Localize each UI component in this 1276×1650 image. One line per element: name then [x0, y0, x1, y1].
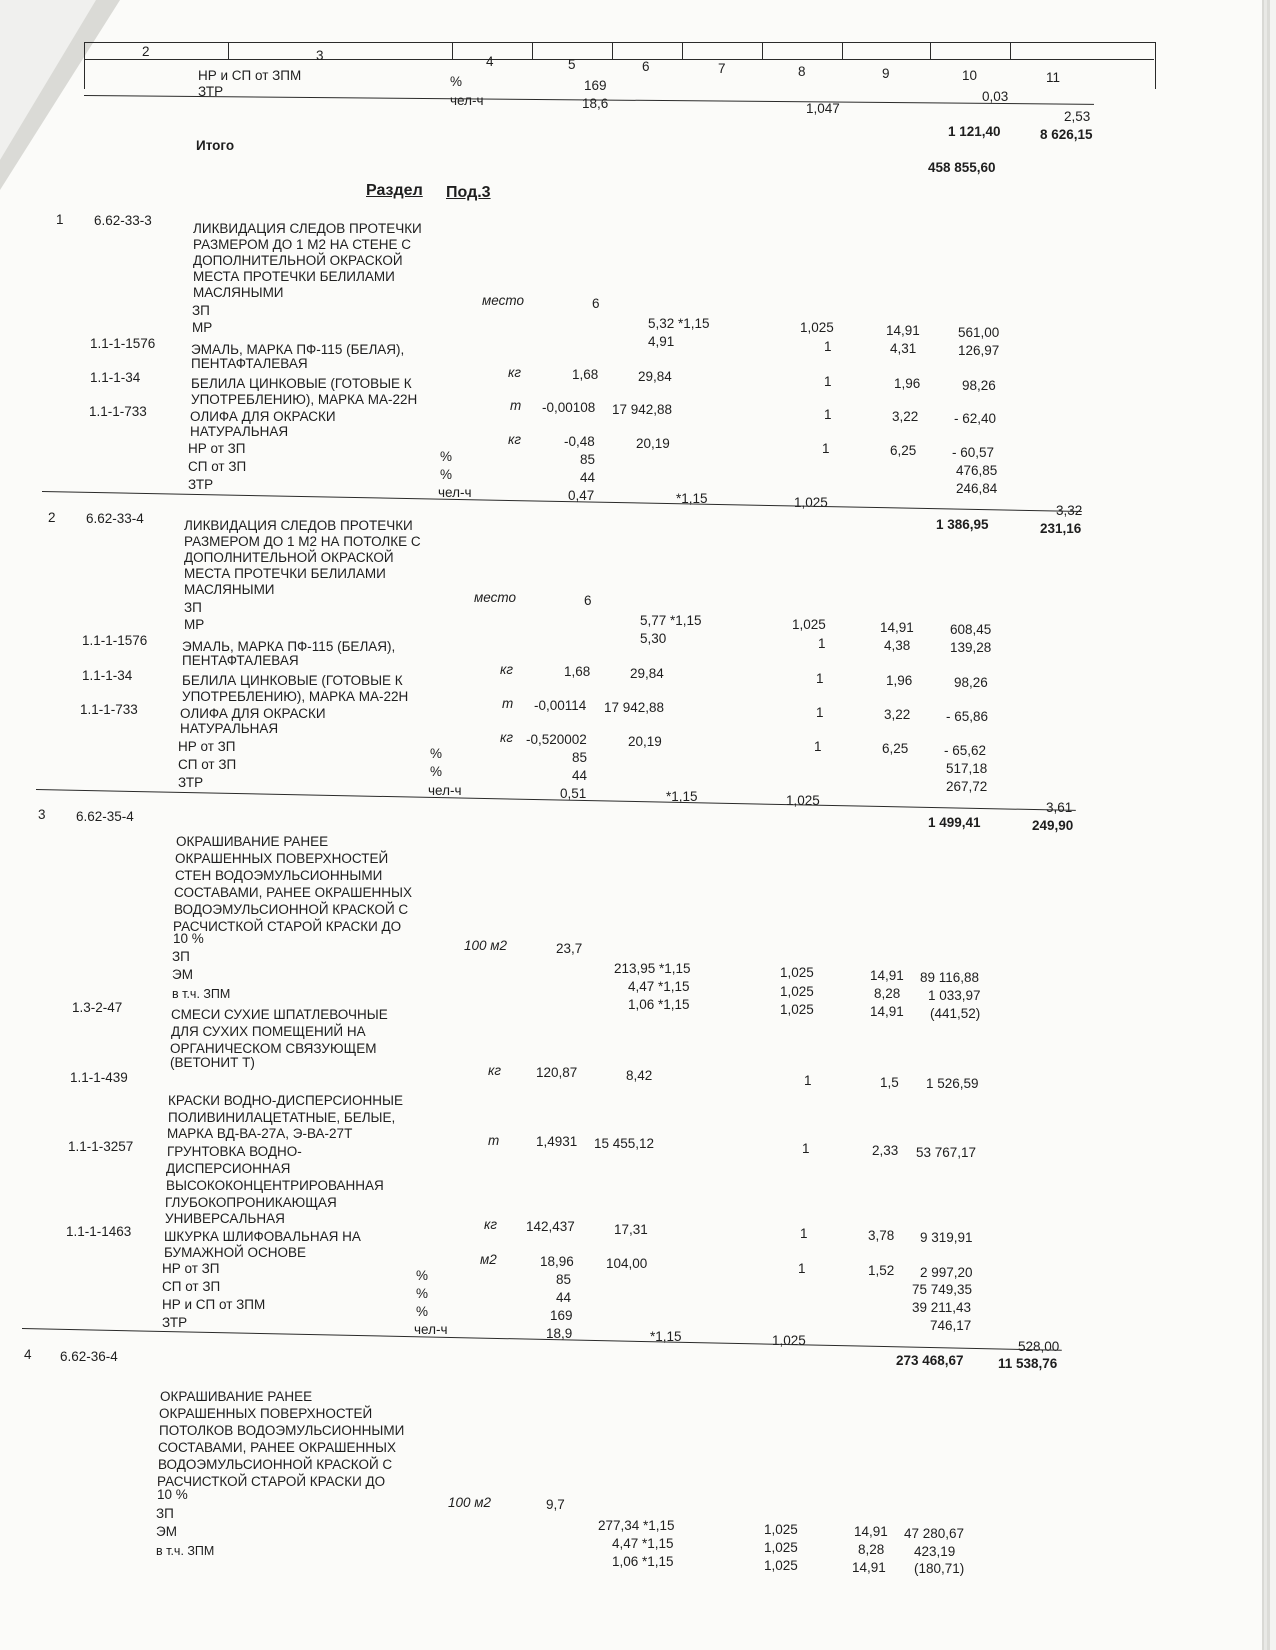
cell: - 60,57 [952, 445, 995, 460]
cell: 47 280,67 [904, 1526, 965, 1541]
zp-label: ЗП [172, 949, 190, 964]
np-unit: % [440, 449, 453, 464]
material-name: ДИСПЕРСИОННАЯ [166, 1161, 291, 1176]
cell: 1 [798, 1261, 806, 1276]
cell: 517,18 [946, 761, 988, 776]
item-number: 1 [56, 212, 64, 227]
material-unit: кг [484, 1217, 498, 1232]
material-name: УПОТРЕБЛЕНИЮ), МАРКА МА-22Н [191, 392, 418, 407]
sp-unit: % [430, 764, 443, 779]
cell: 1 [818, 636, 826, 651]
cell: 0,51 [560, 786, 587, 801]
sp-label: СП от ЗП [188, 459, 247, 474]
material-name: МАРКА ВД-ВА-27А, Э-ВА-27Т [167, 1126, 353, 1141]
cell: 213,95 *1,15 [614, 961, 691, 976]
item-total-c10: 273 468,67 [896, 1353, 964, 1368]
row-rule [42, 491, 1082, 512]
cell: 528,00 [1018, 1339, 1060, 1354]
cell: 18,9 [546, 1326, 573, 1341]
item-qty: 6 [592, 296, 600, 311]
item-title-line: ДОПОЛНИТЕЛЬНОЙ ОКРАСКОЙ [193, 253, 403, 268]
cell: 75 749,35 [912, 1282, 973, 1297]
item-total-c10: 1 499,41 [928, 815, 981, 830]
col-number: 11 [1046, 70, 1061, 85]
item-title-line: РАСЧИСТКОЙ СТАРОЙ КРАСКИ ДО [157, 1474, 386, 1489]
col-number: 5 [568, 57, 576, 72]
cell: 14,91 [886, 323, 920, 338]
cell: 267,72 [946, 779, 988, 794]
cell: 9 319,91 [920, 1230, 973, 1245]
cell: 169 [584, 78, 607, 93]
ztr-label: ЗТР [162, 1315, 188, 1330]
cell: 2,53 [1064, 109, 1091, 124]
cell: 1 526,59 [926, 1076, 979, 1091]
zp-label: ЗП [156, 1506, 174, 1521]
col-divider [930, 42, 931, 59]
item-title-line: СОСТАВАМИ, РАНЕЕ ОКРАШЕННЫХ [158, 1440, 396, 1455]
col-number: 7 [718, 61, 726, 76]
item-title-line: МЕСТА ПРОТЕЧКИ БЕЛИЛАМИ [193, 269, 395, 284]
cell: 4,47 *1,15 [628, 979, 690, 994]
np-label: НР от ЗП [188, 441, 246, 456]
item-title-line: ОКРАШЕННЫХ ПОВЕРХНОСТЕЙ [175, 851, 389, 866]
material-unit: кг [508, 365, 522, 380]
material-name: СМЕСИ СУХИЕ ШПАТЛЕВОЧНЫЕ [171, 1007, 388, 1022]
col-divider [1010, 42, 1011, 59]
cell: 53 767,17 [916, 1145, 977, 1160]
item-total-c10: 1 386,95 [936, 517, 989, 532]
col-divider [612, 42, 613, 59]
item-unit: место [474, 590, 516, 605]
item-title-line: МАСЛЯНЫМИ [193, 285, 284, 300]
cell: 20,19 [628, 734, 662, 749]
cell: 1 [824, 374, 832, 389]
mr-label: МР [184, 617, 205, 632]
ztr-label: ЗТР [178, 775, 204, 790]
np-unit: % [430, 746, 443, 761]
cell: 1 [824, 339, 832, 354]
item-title-line: 10 % [157, 1487, 188, 1502]
cell: 126,97 [958, 343, 1000, 358]
material-name: ЭМАЛЬ, МАРКА ПФ-115 (БЕЛАЯ), [191, 342, 405, 357]
cell: 89 116,88 [920, 970, 980, 985]
cell: 4,38 [884, 638, 911, 653]
cell: 277,34 *1,15 [598, 1518, 675, 1533]
col-divider [762, 42, 763, 59]
item-title-line: 10 % [173, 931, 204, 946]
row-unit: чел-ч [450, 93, 484, 108]
material-name: (ВЕТОНИТ Т) [170, 1055, 255, 1070]
cell: 4,31 [890, 341, 917, 356]
cell: 3,22 [884, 707, 911, 722]
cell: 423,19 [914, 1544, 956, 1559]
cell: 1,06 *1,15 [628, 997, 690, 1012]
cell: (441,52) [930, 1006, 981, 1021]
cell: 2,33 [872, 1143, 899, 1158]
mr-label: МР [192, 320, 213, 335]
material-code: 1.1-1-1463 [66, 1224, 132, 1239]
cell: 1 [816, 705, 824, 720]
cell: 1,68 [564, 664, 591, 679]
material-name: НАТУРАЛЬНАЯ [190, 424, 289, 439]
zpm-label: в т.ч. ЗПМ [172, 987, 231, 1001]
cell: 29,84 [630, 666, 664, 681]
cell: 98,26 [954, 675, 988, 690]
cell: 20,19 [636, 436, 670, 451]
col-number: 2 [142, 44, 150, 59]
material-code: 1.1-1-1576 [82, 633, 148, 648]
material-code: 1.1-1-34 [82, 668, 133, 683]
cell: - 65,62 [944, 743, 987, 758]
item-title-line: ПОТОЛКОВ ВОДОЭМУЛЬСИОННЫМИ [159, 1423, 405, 1438]
material-name: ОЛИФА ДЛЯ ОКРАСКИ [190, 409, 336, 424]
cell: 142,437 [526, 1219, 575, 1234]
extra-unit: кг [508, 432, 522, 447]
em-label: ЭМ [172, 967, 193, 982]
item-title-line: РАЗМЕРОМ ДО 1 М2 НА ПОТОЛКЕ С [184, 534, 421, 549]
item-title-line: МАСЛЯНЫМИ [184, 582, 275, 597]
col-divider [842, 42, 843, 59]
material-name: НАТУРАЛЬНАЯ [180, 721, 279, 736]
cell: 1,025 [792, 617, 826, 632]
item-number: 2 [48, 510, 56, 525]
material-name: ГЛУБОКОПРОНИКАЮЩАЯ [165, 1195, 337, 1210]
cell: 246,84 [956, 481, 998, 496]
cell: 8,42 [626, 1068, 653, 1083]
cell: 1,025 [800, 320, 834, 335]
cell: 1,025 [780, 1002, 814, 1017]
cell: 1,5 [880, 1075, 899, 1090]
section-name: Под.3 [446, 184, 491, 201]
cell: 120,87 [536, 1065, 578, 1080]
section-word: Раздел [366, 182, 423, 199]
cell: 1 033,97 [928, 988, 981, 1003]
col-number: 10 [962, 68, 978, 83]
cell: 44 [556, 1290, 572, 1305]
sp-label: СП от ЗП [178, 757, 237, 772]
material-name: УПОТРЕБЛЕНИЮ), МАРКА МА-22Н [182, 689, 409, 704]
col-number: 3 [316, 48, 324, 63]
material-name: КРАСКИ ВОДНО-ДИСПЕРСИОННЫЕ [168, 1093, 403, 1108]
ztr-label: ЗТР [188, 477, 214, 492]
item-title-line: ЛИКВИДАЦИЯ СЛЕДОВ ПРОТЕЧКИ [193, 221, 422, 236]
item-number: 3 [38, 807, 46, 822]
np-unit: % [416, 1268, 429, 1283]
cell: 85 [572, 750, 588, 765]
column-number-row [84, 42, 1154, 60]
cell: 3,22 [892, 409, 919, 424]
cell: 0,03 [982, 89, 1009, 104]
em-label: ЭМ [156, 1524, 177, 1539]
material-code: 1.1-1-3257 [68, 1139, 134, 1154]
item-qty: 6 [584, 593, 592, 608]
page-curl-inner [0, 0, 96, 160]
item-title-line: МЕСТА ПРОТЕЧКИ БЕЛИЛАМИ [184, 566, 386, 581]
cell: 6,25 [882, 741, 909, 756]
cell: 0,47 [568, 488, 595, 503]
cell: 14,91 [870, 1004, 904, 1019]
item-total-c11: 231,16 [1040, 521, 1082, 536]
cell: 4,47 *1,15 [612, 1536, 674, 1551]
itogo-label: Итого [196, 138, 235, 153]
cell: 2 997,20 [920, 1265, 973, 1280]
row-rule [36, 789, 1076, 811]
sp-unit: % [416, 1286, 429, 1301]
cell: 1 [814, 739, 822, 754]
item-title-line: РАЗМЕРОМ ДО 1 М2 НА СТЕНЕ С [193, 237, 412, 252]
cell: 476,85 [956, 463, 998, 478]
material-name: ПЕНТАФТАЛЕВАЯ [182, 653, 299, 668]
material-code: 1.1-1-34 [90, 370, 141, 385]
np-label: НР от ЗП [178, 739, 236, 754]
cell: 14,91 [880, 620, 914, 635]
item-title-line: ЛИКВИДАЦИЯ СЛЕДОВ ПРОТЕЧКИ [184, 518, 413, 533]
cell: 1,025 [786, 793, 820, 808]
material-name: БЕЛИЛА ЦИНКОВЫЕ (ГОТОВЫЕ К [182, 673, 403, 688]
cell: 5,77 *1,15 [640, 613, 702, 628]
material-unit: т [502, 696, 514, 711]
cell: 1,025 [764, 1540, 798, 1555]
cell: 608,45 [950, 622, 992, 637]
cell: 5,30 [640, 631, 667, 646]
item-unit: 100 м2 [464, 938, 508, 953]
cell: 3,78 [868, 1228, 895, 1243]
item-unit: 100 м2 [448, 1495, 492, 1510]
material-unit: кг [500, 662, 514, 677]
cell: 1,4931 [536, 1134, 578, 1149]
cell: 3,61 [1046, 800, 1073, 815]
cell: 14,91 [852, 1560, 886, 1575]
extra-unit: кг [500, 730, 514, 745]
row-unit: % [450, 74, 463, 89]
totals-c10: 1 121,40 [948, 124, 1001, 139]
cell: 1 [816, 671, 824, 686]
np-label: НР от ЗП [162, 1261, 220, 1276]
material-unit: т [510, 398, 522, 413]
cell: 4,91 [648, 334, 675, 349]
material-name: ПЕНТАФТАЛЕВАЯ [191, 356, 308, 371]
col-divider [682, 42, 683, 59]
material-code: 1.1-1-733 [80, 702, 138, 717]
cell: -0,00108 [542, 400, 596, 415]
item-title-line: СТЕН ВОДОЭМУЛЬСИОННЫМИ [175, 868, 383, 883]
itogo-value: 458 855,60 [928, 160, 996, 175]
zp-label: ЗП [192, 303, 210, 318]
item-total-c11: 249,90 [1032, 818, 1074, 833]
cell: 1,96 [886, 673, 913, 688]
material-name: ЭМАЛЬ, МАРКА ПФ-115 (БЕЛАЯ), [182, 639, 396, 654]
material-name: ДЛЯ СУХИХ ПОМЕЩЕНИЙ НА [171, 1024, 366, 1039]
cell: 17 942,88 [612, 402, 673, 417]
material-name: ОРГАНИЧЕСКОМ СВЯЗУЮЩЕМ [170, 1041, 377, 1056]
cell: 44 [580, 470, 596, 485]
material-unit: м2 [480, 1252, 497, 1267]
item-title-line: ВОДОЭМУЛЬСИОННОЙ КРАСКОЙ С [158, 1457, 393, 1472]
row-rule [22, 1328, 1062, 1351]
ztr-unit: чел-ч [438, 485, 472, 500]
cell: -0,520002 [526, 732, 587, 747]
item-code: 6.62-33-4 [86, 511, 144, 526]
col-divider [532, 42, 533, 59]
cell: 1,025 [772, 1333, 806, 1348]
ztr-unit: чел-ч [428, 783, 462, 798]
cell: - 65,86 [946, 709, 989, 724]
material-name: БЕЛИЛА ЦИНКОВЫЕ (ГОТОВЫЕ К [191, 376, 412, 391]
cell: 3,32 [1056, 503, 1083, 518]
cell: 1,06 *1,15 [612, 1554, 674, 1569]
col-number: 6 [642, 59, 650, 74]
cell: 1,025 [780, 984, 814, 999]
item-number: 4 [24, 1347, 32, 1362]
ztr-unit: чел-ч [414, 1322, 448, 1337]
col-divider [228, 42, 229, 59]
cell: 17 942,88 [604, 700, 665, 715]
cell: 14,91 [870, 968, 904, 983]
cell: 1 [824, 407, 832, 422]
cell: 1 [800, 1226, 808, 1241]
material-unit: т [488, 1133, 500, 1148]
cell: 139,28 [950, 640, 992, 655]
item-title-line: ОКРАШИВАНИЕ РАНЕЕ [176, 834, 329, 849]
material-code: 1.1-1-439 [70, 1070, 128, 1085]
zp-label: ЗП [184, 600, 202, 615]
cell: - 62,40 [954, 411, 997, 426]
material-name: УНИВЕРСАЛЬНАЯ [165, 1211, 285, 1226]
zpm-label: в т.ч. ЗПМ [156, 1544, 215, 1558]
cell: 17,31 [614, 1222, 648, 1237]
cell: *1,15 [676, 491, 708, 506]
cell: -0,48 [564, 434, 595, 449]
cell: 1 [822, 441, 830, 456]
cell: 1,96 [894, 376, 921, 391]
item-unit: место [482, 293, 524, 308]
cell: 104,00 [606, 1256, 648, 1271]
cell: 39 211,43 [912, 1300, 972, 1315]
col-divider [452, 42, 453, 59]
item-code: 6.62-36-4 [60, 1349, 118, 1364]
item-title-line: ОКРАШИВАНИЕ РАНЕЕ [160, 1389, 313, 1404]
cell: (180,71) [914, 1561, 965, 1576]
material-name: ОЛИФА ДЛЯ ОКРАСКИ [180, 706, 326, 721]
cell: -0,00114 [534, 698, 587, 713]
material-name: ПОЛИВИНИЛАЦЕТАТНЫЕ, БЕЛЫЕ, [168, 1110, 396, 1125]
cell: 746,17 [930, 1318, 972, 1333]
col-number: 8 [798, 64, 806, 79]
item-code: 6.62-33-3 [94, 213, 152, 228]
item-title-line: ВОДОЭМУЛЬСИОННОЙ КРАСКОЙ С [174, 902, 409, 917]
cell: 6,25 [890, 443, 917, 458]
material-name: ГРУНТОВКА ВОДНО- [167, 1144, 302, 1159]
cell: 1 [804, 1073, 812, 1088]
item-qty: 23,7 [556, 941, 583, 956]
sp-label: СП от ЗП [162, 1279, 221, 1294]
material-code: 1.3-2-47 [72, 1000, 123, 1015]
material-code: 1.1-1-1576 [90, 336, 156, 351]
col-number: 9 [882, 66, 890, 81]
npsp-unit: % [416, 1304, 429, 1319]
cell: 85 [580, 452, 596, 467]
cell: 18,6 [582, 96, 609, 111]
col-number: 4 [486, 54, 494, 69]
npsp-label: НР и СП от ЗПМ [162, 1297, 266, 1312]
cell: 1,68 [572, 367, 599, 382]
cell: 1,025 [764, 1558, 798, 1573]
material-code: 1.1-1-733 [89, 404, 147, 419]
cell: 1,025 [794, 495, 828, 510]
cell: 15 455,12 [594, 1136, 655, 1151]
material-name: ВЫСОКОКОНЦЕНТРИРОВАННАЯ [166, 1178, 384, 1193]
cell: 1,047 [806, 101, 840, 116]
cell: 18,96 [540, 1254, 574, 1269]
cell: 29,84 [638, 369, 672, 384]
item-code: 6.62-35-4 [76, 809, 134, 824]
cell: 169 [550, 1308, 573, 1323]
row-label: НР и СП от ЗПМ [198, 68, 302, 83]
cell: *1,15 [650, 1329, 682, 1344]
cell: 85 [556, 1272, 572, 1287]
material-name: ШКУРКА ШЛИФОВАЛЬНАЯ НА [164, 1229, 361, 1244]
cell: 44 [572, 768, 588, 783]
cell: 1,025 [764, 1522, 798, 1537]
cell: 561,00 [958, 325, 1000, 340]
cell: 5,32 *1,15 [648, 316, 710, 331]
item-title-line: ОКРАШЕННЫХ ПОВЕРХНОСТЕЙ [159, 1406, 373, 1421]
material-unit: кг [488, 1063, 502, 1078]
item-total-c11: 11 538,76 [998, 1356, 1058, 1371]
cell: 14,91 [854, 1524, 888, 1539]
row-label: ЗТР [198, 84, 224, 99]
sp-unit: % [440, 467, 453, 482]
cell: 8,28 [874, 986, 901, 1001]
cell: 1,52 [868, 1263, 895, 1278]
cell: 98,26 [962, 378, 996, 393]
cell: 8,28 [858, 1542, 885, 1557]
item-qty: 9,7 [546, 1497, 565, 1512]
item-title-line: РАСЧИСТКОЙ СТАРОЙ КРАСКИ ДО [173, 919, 402, 934]
item-title-line: ДОПОЛНИТЕЛЬНОЙ ОКРАСКОЙ [184, 550, 394, 565]
material-name: БУМАЖНОЙ ОСНОВЕ [164, 1245, 307, 1260]
totals-c11: 8 626,15 [1040, 127, 1093, 142]
item-title-line: СОСТАВАМИ, РАНЕЕ ОКРАШЕННЫХ [174, 885, 412, 900]
cell: *1,15 [666, 789, 698, 804]
cell: 1,025 [780, 965, 814, 980]
cell: 1 [802, 1141, 810, 1156]
